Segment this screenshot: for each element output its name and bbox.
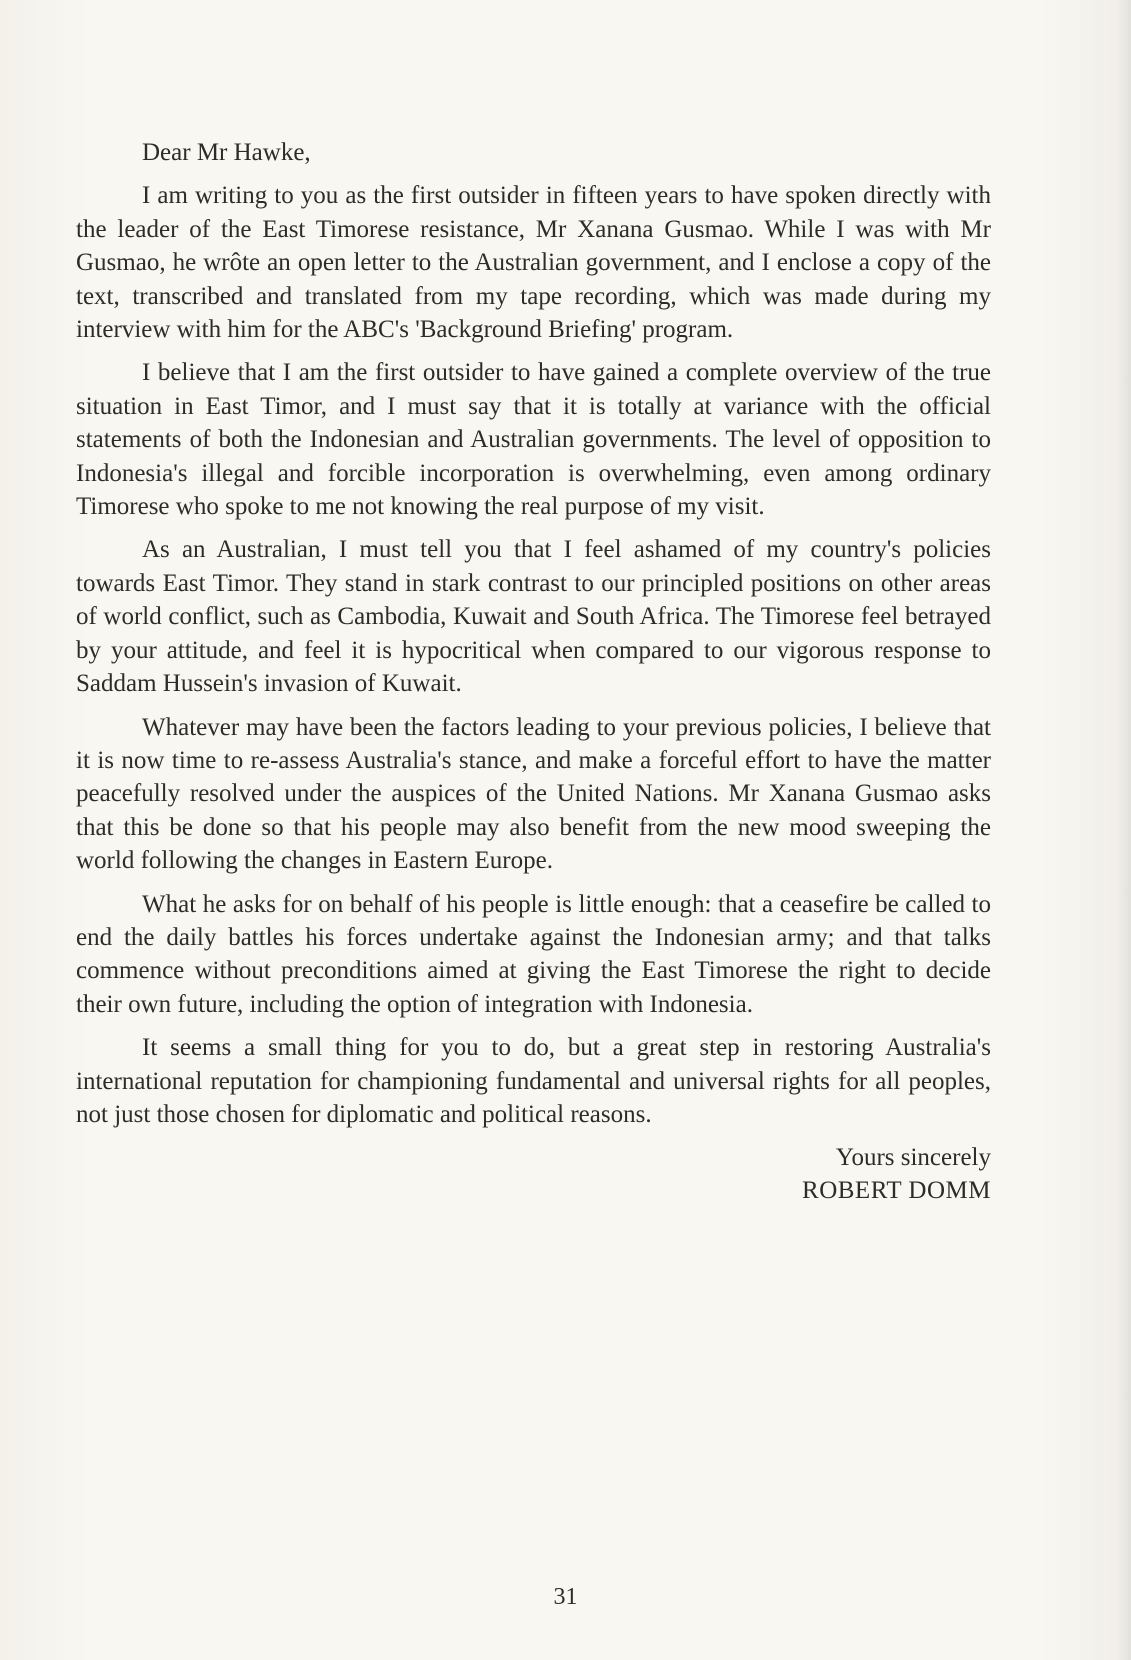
letter-paragraph-6: It seems a small thing for you to do, but a great step in restoring Australia's international reputation for championing fundamental and universal rights for all peoples, not just those chosen for diplomatic and political reasons. — [76, 1034, 991, 1128]
letter-paragraph-1: I am writing to you as the first outsider in fifteen years to have spoken directly with the leader of the East Timorese resistance, Mr Xanana Gusmao. While I was with Mr Gusmao, he wrôte an open letter to the Australian government, and I enclose a copy of the text, transcribed and translated from my tape recording, which was made during my interview with him for the ABC's 'Background Briefing' program. — [76, 182, 991, 344]
letter-closing-block — [76, 1141, 991, 1207]
letter-signature: ROBERT DOMM — [802, 1177, 991, 1205]
page-number: 31 — [553, 1584, 578, 1610]
letter-paragraph-3: As an Australian, I must tell you that I feel ashamed of my country's policies towards East Timor. They stand in stark contrast to our principled positions on other areas of world conflict, such as Cambodia, Kuwait and South Africa. The Timorese feel betrayed by your attitude, and feel it is hypocritical when compared to our vigorous response to Saddam Hussein's invasion of Kuwait. — [76, 536, 991, 698]
letter-paragraph-2: I believe that I am the first outsider to have gained a complete overview of the true situation in East Timor, and I must say that it is totally at variance with the official statements of both the Indonesian and Australian governments. The level of opposition to Indonesia's illegal and forcible incorporation is overwhelming, even among ordinary Timorese who spoke to me not knowing the real purpose of my visit. — [76, 359, 991, 521]
letter-salutation: Dear Mr Hawke, — [142, 139, 311, 166]
page-edge-shadow — [1117, 0, 1131, 1660]
letter-body — [76, 136, 991, 1207]
letter-closing: Yours sincerely — [835, 1144, 991, 1172]
letter-paragraph-5: What he asks for on behalf of his people is little enough: that a ceasefire be called to end the daily battles his forces undertake against the Indonesian army; and that talks commence without preconditions aimed at giving the East Timorese the right to decide their own future, including the option of integration with Indonesia. — [76, 890, 991, 1018]
letter-paragraph-4: Whatever may have been the factors leading to your previous policies, I believe that it is now time to re-assess Australia's stance, and make a forceful effort to have the matter peacefully resolved under the auspices of the United Nations. Mr Xanana Gusmao asks that this be done so that his people may also benefit from the new mood sweeping the world following the changes in Eastern Europe. — [76, 713, 991, 875]
